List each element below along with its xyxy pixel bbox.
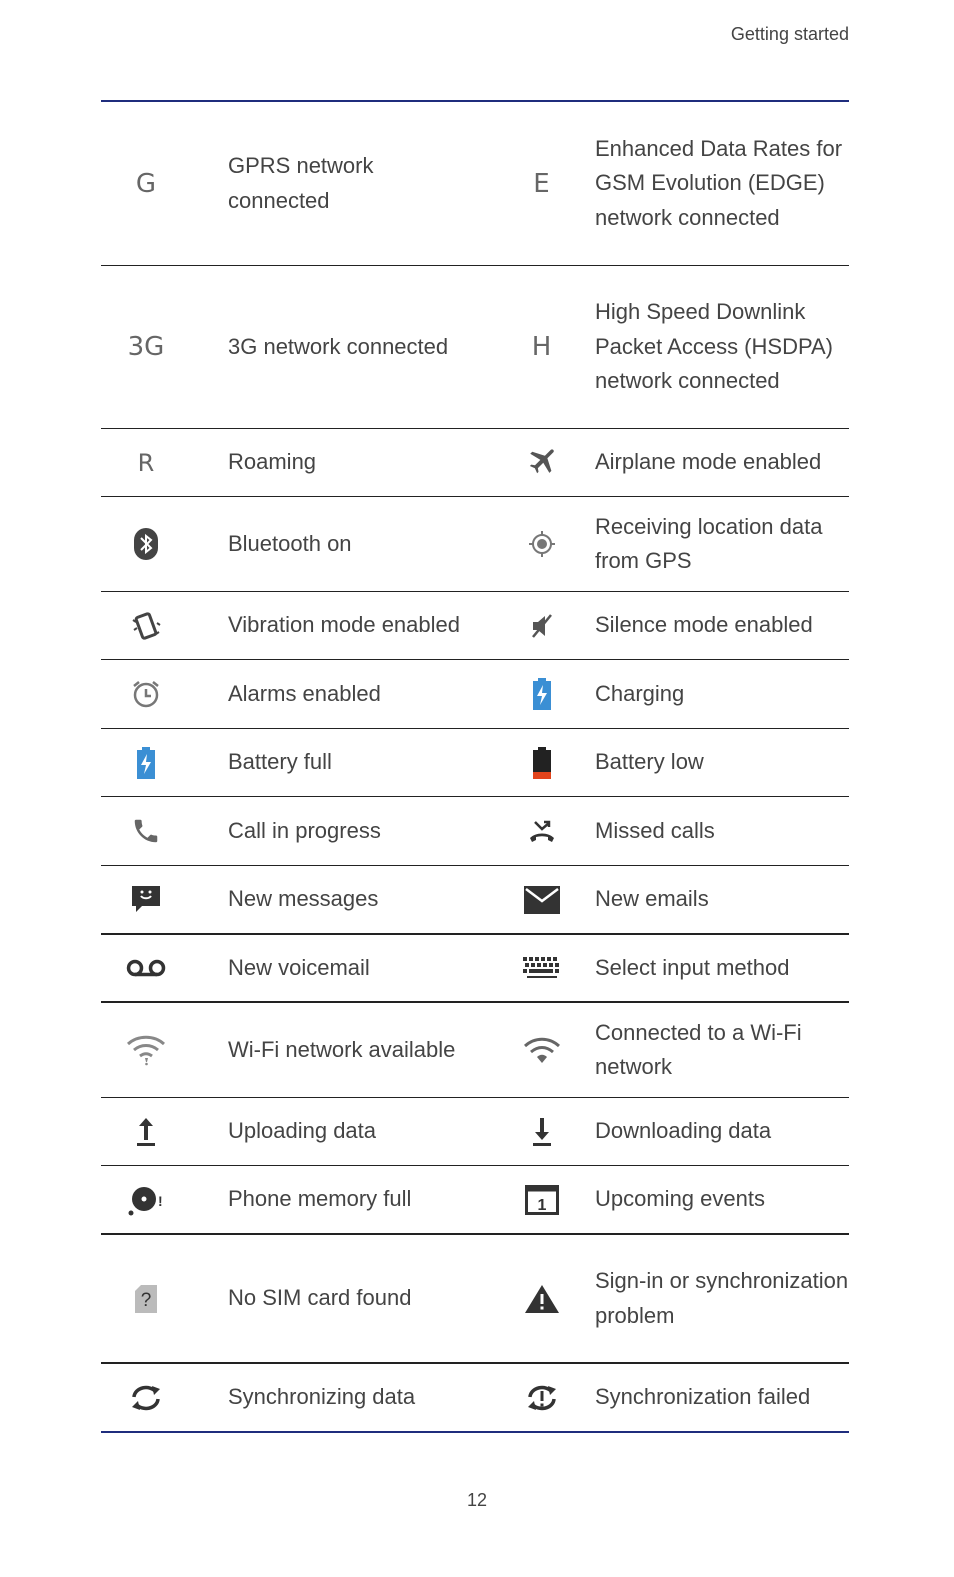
edge-icon: E [533, 168, 550, 199]
email-icon [474, 886, 594, 914]
alarm-icon [101, 678, 191, 710]
row-left-label: Wi-Fi network available [228, 1036, 456, 1062]
row-right-label: Downloading data [595, 1118, 772, 1144]
row-left-label: Call in progress [228, 817, 381, 843]
missed-call-icon [474, 816, 594, 846]
row-right-label: Receiving location data from GPS [595, 513, 823, 573]
row-left-label: No SIM card found [228, 1285, 412, 1311]
row-right-label: Silence mode enabled [595, 612, 813, 638]
calendar-icon [474, 1185, 594, 1215]
sync-icon [101, 1383, 191, 1413]
row-left-label: Alarms enabled [228, 680, 381, 706]
row-left-label: New messages [228, 886, 379, 912]
row-right-label: Battery low [595, 749, 704, 775]
row-right-label: Missed calls [595, 817, 715, 843]
table-row [101, 866, 849, 935]
charging-icon [474, 678, 594, 710]
bluetooth-icon [101, 528, 191, 560]
row-left-label: Phone memory full [228, 1186, 412, 1212]
message-icon [101, 884, 191, 916]
svg-text:!: ! [158, 1192, 163, 1209]
vibration-icon [101, 610, 191, 642]
table-row [101, 1098, 849, 1166]
sync-failed-icon [474, 1383, 594, 1413]
no-sim-icon [101, 1285, 191, 1313]
row-right-label: Airplane mode enabled [595, 449, 822, 475]
row-left-label: New voicemail [228, 954, 370, 980]
row-right-label: High Speed Downlink Packet Access (HSDPA) network connected [595, 299, 833, 394]
table-row [101, 797, 849, 866]
table-row [101, 102, 849, 266]
call-icon [101, 816, 191, 846]
roaming-icon: R [137, 448, 155, 477]
table-row [101, 497, 849, 592]
row-right-label: Connected to a Wi-Fi network [595, 1019, 802, 1079]
table-row [101, 429, 849, 497]
row-left-label: Vibration mode enabled [228, 612, 460, 638]
row-right-label: Upcoming events [595, 1186, 765, 1212]
upload-icon [101, 1116, 191, 1148]
row-right-label: New emails [595, 886, 709, 912]
3g-icon: 3G [127, 332, 165, 362]
gps-icon [474, 529, 594, 559]
row-left-label: Roaming [228, 449, 317, 475]
hsdpa-icon: H [531, 332, 552, 362]
row-left-label: 3G network connected [228, 333, 449, 359]
row-left-label: Synchronizing data [228, 1384, 416, 1410]
warning-icon [474, 1284, 594, 1314]
battery-full-icon [101, 747, 191, 779]
svg-text:1: 1 [537, 1196, 546, 1214]
download-icon [474, 1116, 594, 1148]
airplane-icon [474, 448, 594, 478]
row-right-label: Enhanced Data Rates for GSM Evolution (EDGE) network connected [595, 135, 843, 230]
table-row [101, 935, 849, 1003]
keyboard-icon [474, 957, 594, 979]
row-right-label: Synchronization failed [595, 1384, 811, 1410]
table-row [101, 1235, 849, 1364]
row-left-label: Battery full [228, 749, 332, 775]
battery-low-icon [474, 747, 594, 779]
voicemail-icon [101, 958, 191, 978]
table-row [101, 660, 849, 729]
wifi-available-icon [101, 1034, 191, 1066]
table-row [101, 729, 849, 797]
wifi-connected-icon [474, 1036, 594, 1064]
row-right-label: Select input method [595, 954, 790, 980]
page-number: 12 [466, 1490, 488, 1510]
silent-icon [474, 611, 594, 641]
memory-full-icon [101, 1184, 191, 1216]
table-row [101, 1003, 849, 1098]
row-left-label: Bluetooth on [228, 530, 352, 556]
table-row [101, 1364, 849, 1431]
gprs-icon: G [135, 168, 157, 199]
table-row [101, 1166, 849, 1235]
row-right-label: Charging [595, 680, 685, 706]
svg-text:?: ? [140, 1289, 152, 1311]
page-header-section-title: Getting started [730, 24, 849, 44]
row-left-label: GPRS network connected [228, 153, 374, 213]
row-right-label: Sign-in or synchronization problem [595, 1268, 849, 1328]
row-left-label: Uploading data [228, 1118, 377, 1144]
table-row [101, 266, 849, 429]
status-icons-table [101, 100, 849, 1433]
table-row [101, 592, 849, 660]
